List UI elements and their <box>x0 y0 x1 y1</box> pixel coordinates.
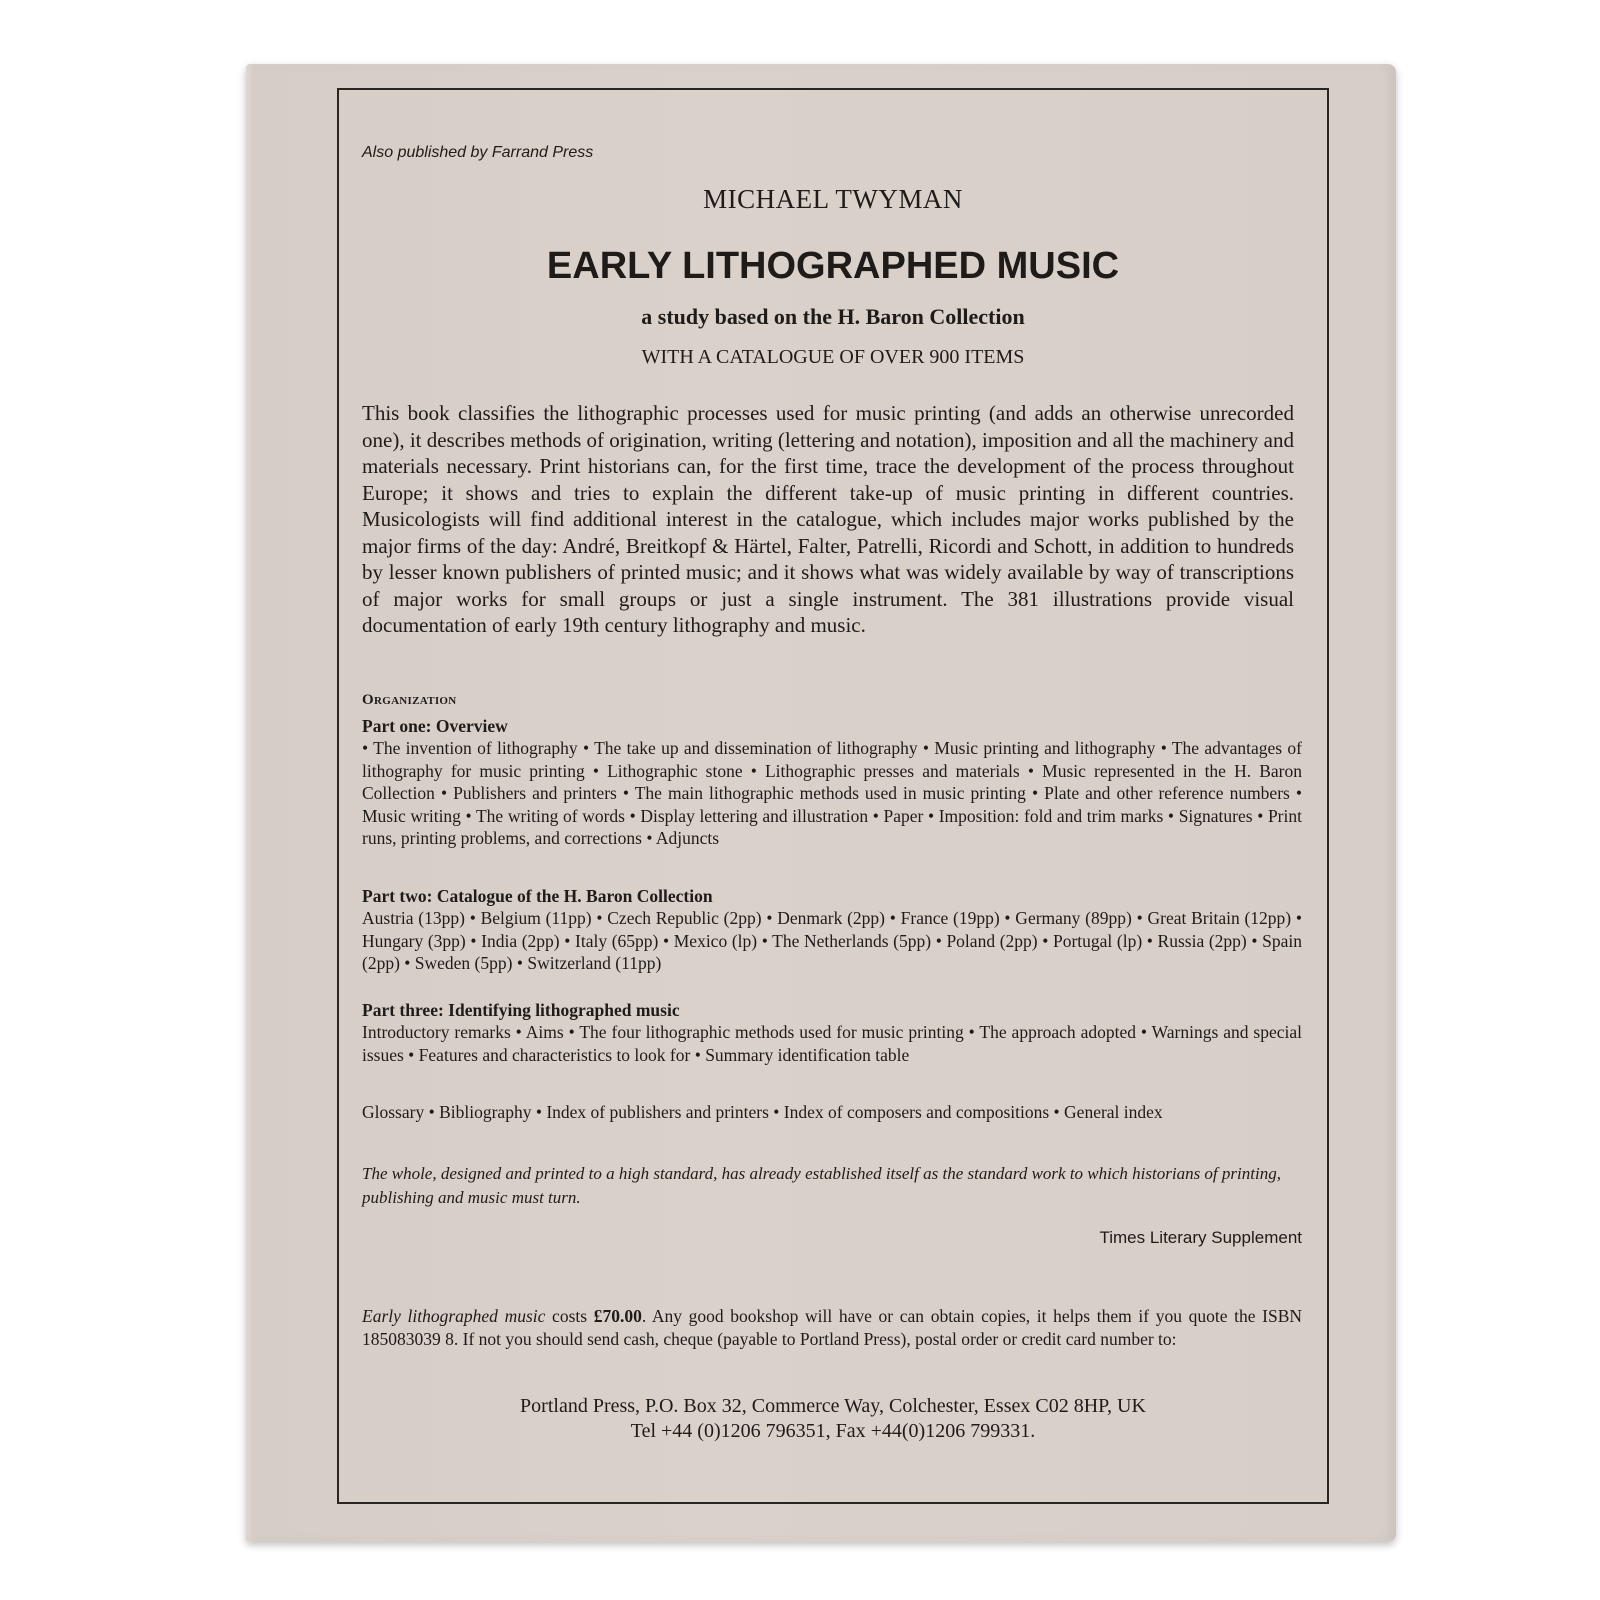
part-two-contents: Austria (13pp) • Belgium (11pp) • Czech Republic (2pp) • Denmark (2pp) • France (19pp) • Germany (89pp) • Great Britain (12pp) • Hungary (3pp) • India (2pp) • Italy (65pp) • Mexico (lp) • The Netherlands (5pp) • Poland (2pp) • Portugal (lp) • Russia (2pp) • Spain (2pp) • Sweden (5pp) • Switzerland (11pp) <box>362 908 1302 973</box>
part-three-contents: Introductory remarks • Aims • The four lithographic methods used for music printing • The approach adopted • Warnings and special issues • Features and characteristics to look for • Summary identification table <box>362 1022 1302 1065</box>
back-matter-list: Glossary • Bibliography • Index of publishers and printers • Index of composers and compositions • General index <box>362 1102 1163 1122</box>
part-three-heading: Part three: Identifying lithographed music <box>362 1000 680 1020</box>
ordering-costs-word: costs <box>545 1306 594 1326</box>
book-subtitle: a study based on the H. Baron Collection <box>641 304 1025 329</box>
ordering-text: . Any good bookshop will have or can obtain copies, it helps them if you quote the ISBN 185083039 8. If not you should send cash, cheque (payable to Portland Press), postal order or credit card number to: <box>362 1306 1303 1349</box>
part-one-contents: • The invention of lithography • The take up and dissemination of lithography • Music printing and lithography • The advantages of lithography for music printing • Lithographic stone • Lithographic presses and materials • Music represented in the H. Baron Collection • Publishers and printers • The main lithographic methods used in music printing • Plate and other reference numbers • Music writing • The writing of words • Display lettering and illustration • Paper • Imposition: fold and trim marks • Signatures • Print runs, printing problems, and corrections • Adjuncts <box>362 738 1302 848</box>
review-quote: The whole, designed and printed to a high standard, has already established itself as the standard work to which historians of printing, publishing and music must turn. <box>362 1164 1281 1207</box>
part-two-section <box>362 886 1302 975</box>
organization-heading: Organization <box>362 692 457 708</box>
ordering-info <box>362 1305 1302 1351</box>
address-line-2: Tel +44 (0)1206 796351, Fax +44(0)1206 799331. <box>630 1420 1036 1442</box>
book-description: This book classifies the lithographic processes used for music printing (and adds an otherwise unrecorded one), it describes methods of origination, writing (lettering and notation), imposition and all the machinery and materials necessary. Print historians can, for the first time, trace the development of the process throughout Europe; it shows and tries to explain the different take-up of music printing in different countries. Musicologists will find additional interest in the catalogue, which includes major works published by the major firms of the day: André, Breitkopf & Härtel, Falter, Patrelli, Ricordi and Schott, in addition to hundreds by lesser known publishers of printed music; and it shows what was widely available by way of transcriptions of major works for small groups or just a single instrument. The 381 illustrations provide visual documentation of early 19th century lithography and music. <box>362 401 1294 637</box>
book-title: EARLY LITHOGRAPHED MUSIC <box>546 245 1120 287</box>
catalogue-line: WITH A CATALOGUE OF OVER 900 ITEMS <box>641 346 1025 368</box>
ordering-price: £70.00 <box>593 1306 642 1326</box>
part-two-heading: Part two: Catalogue of the H. Baron Collection <box>362 886 713 906</box>
address-line-1: Portland Press, P.O. Box 32, Commerce Way, Colchester, Essex C02 8HP, UK <box>520 1395 1146 1417</box>
part-one-heading: Part one: Overview <box>362 716 508 736</box>
publisher-address <box>337 1394 1329 1444</box>
part-three-section <box>362 1000 1302 1066</box>
also-published-note: Also published by Farrand Press <box>362 144 594 161</box>
author-name: MICHAEL TWYMAN <box>703 184 963 214</box>
review-source: Times Literary Supplement <box>1099 1228 1302 1247</box>
part-one-section <box>362 716 1302 850</box>
ordering-book-name: Early lithographed music <box>362 1306 546 1326</box>
